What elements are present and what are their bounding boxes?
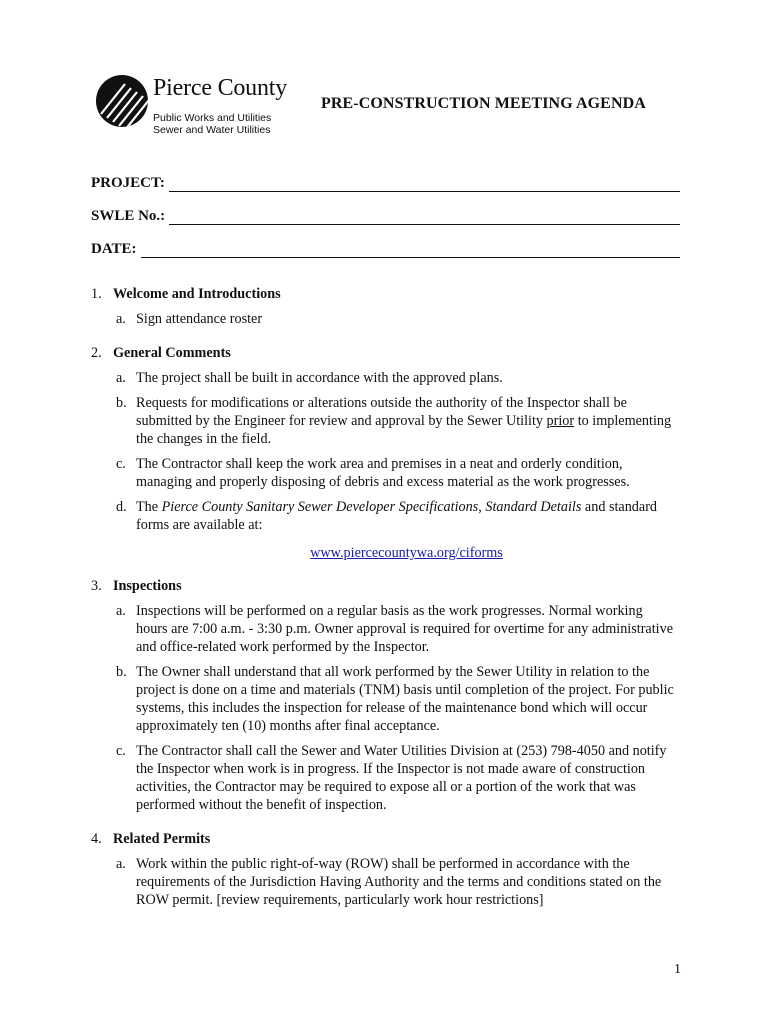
date-field[interactable]	[91, 236, 680, 258]
swle-line[interactable]	[169, 208, 680, 225]
section-inspections	[91, 577, 691, 814]
document-title: PRE-CONSTRUCTION MEETING AGENDA	[321, 95, 646, 112]
section-welcome	[91, 285, 691, 328]
project-line[interactable]	[169, 175, 680, 192]
logo-name: Pierce County	[153, 75, 288, 101]
pierce-county-logo-icon	[95, 74, 149, 128]
date-label: DATE:	[91, 241, 137, 257]
section-general-comments	[91, 344, 691, 562]
list-item: b. The Owner shall understand that all work performed by the Sewer Utility in relation to the project is done on a time and materials (TNM) basis until completion of the project. For public systems, this includes the inspection for release of the maintenance bond which will occur approximately ten (10) months after final acceptance.	[116, 664, 674, 734]
section-heading: 3. Inspections	[91, 578, 182, 594]
list-item: a. The project shall be built in accordance with the approved plans.	[116, 370, 503, 386]
project-label: PROJECT:	[91, 175, 165, 191]
list-item: d. The Pierce County Sanitary Sewer Developer Specifications, Standard Details and standard forms are available at:	[116, 499, 658, 533]
list-item: a. Inspections will be performed on a regular basis as the work progresses. Normal working hours are 7:00 a.m. - 3:30 p.m. Owner approval is required for overtime for any administrative and office-related work performed by the Inspector.	[116, 603, 673, 655]
project-field[interactable]	[91, 170, 680, 192]
swle-label: SWLE No.:	[91, 208, 166, 224]
date-line[interactable]	[141, 241, 680, 258]
list-item: b. Requests for modifications or alterations outside the authority of the Inspector shall be submitted by the Engineer for review and approval by the Sewer Utility prior to implementing the changes in the field.	[116, 395, 672, 447]
pierce-county-logo	[95, 74, 288, 138]
list-item: c. The Contractor shall keep the work area and premises in a neat and orderly condition, managing and properly disposing of debris and excess material as the work progresses.	[116, 456, 630, 490]
section-related-permits	[91, 830, 691, 909]
section-heading: 4. Related Permits	[91, 831, 211, 847]
section-heading: 1. Welcome and Introductions	[91, 286, 281, 302]
list-item: c. The Contractor shall call the Sewer and Water Utilities Division at (253) 798-4050 and notify the Inspector when work is in progress. If the Inspector is not made aware of construction activities, the Contractor may be required to expose all or a portion of the work that was performed without the benefit of inspection.	[116, 743, 667, 813]
swle-field[interactable]	[91, 203, 680, 225]
page-number: 1	[674, 962, 681, 977]
ciforms-link[interactable]: www.piercecountywa.org/ciforms	[310, 545, 503, 561]
list-item: a. Sign attendance roster	[116, 311, 263, 327]
section-heading: 2. General Comments	[91, 345, 231, 361]
logo-subtitle-2: Sewer and Water Utilities	[153, 124, 271, 136]
logo-subtitle-1: Public Works and Utilities	[153, 112, 272, 124]
list-item: a. Work within the public right-of-way (ROW) shall be performed in accordance with the requirements of the Jurisdiction Having Authority and the terms and conditions stated on the ROW permit. [review requirements, particularly work hour restrictions]	[116, 856, 662, 908]
